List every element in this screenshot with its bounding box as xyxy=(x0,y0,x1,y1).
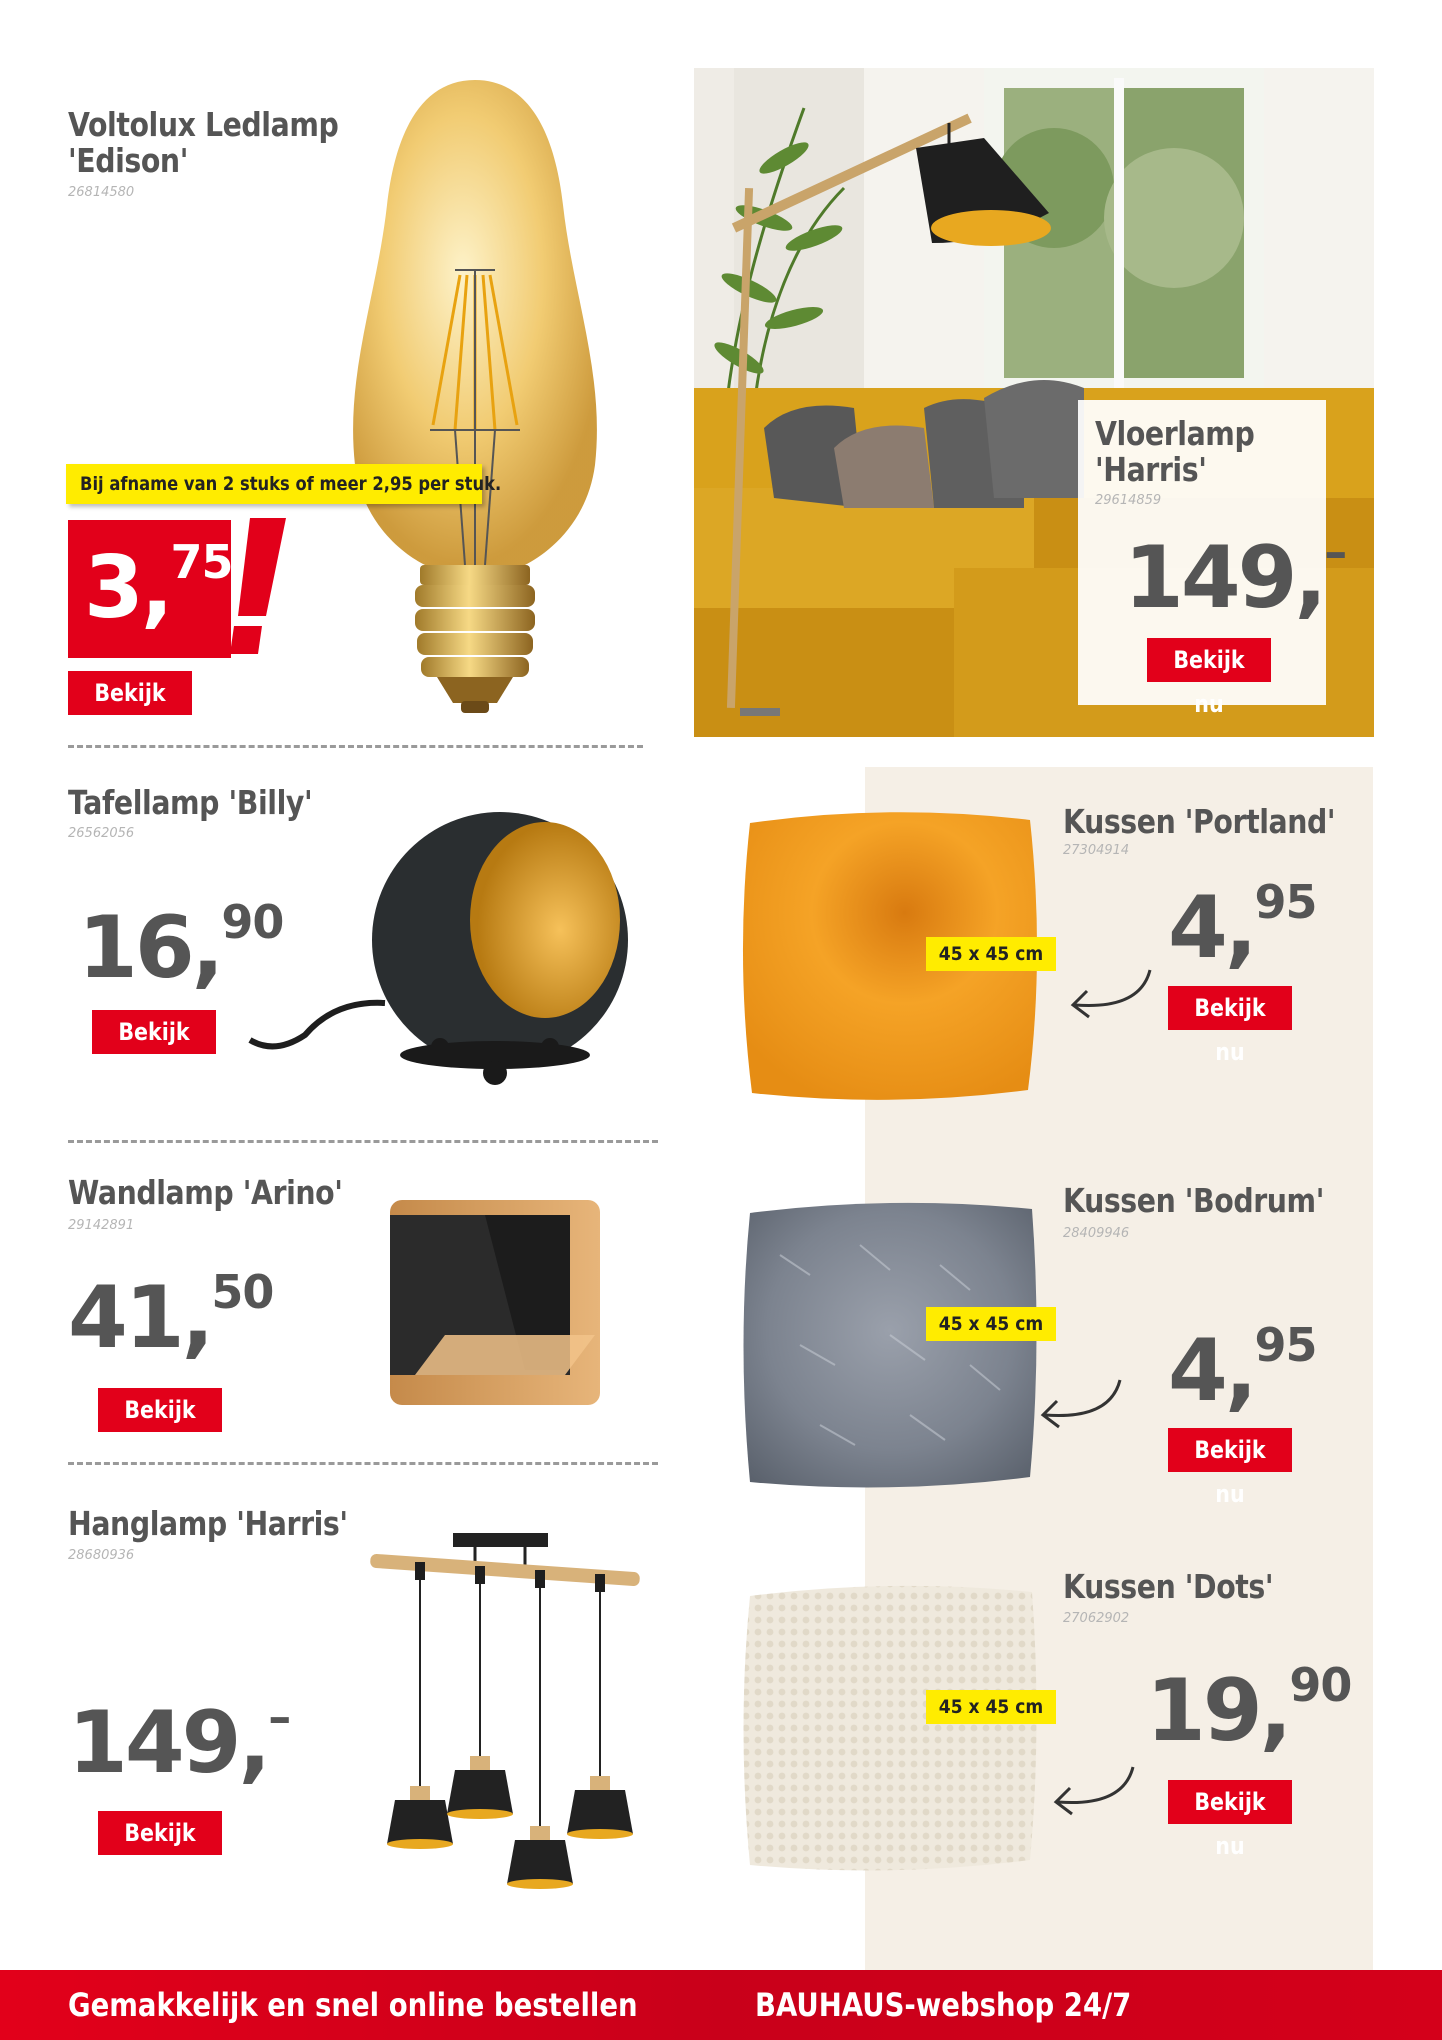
arrow-icon xyxy=(1048,1762,1138,1822)
bodrum-view-button[interactable]: Bekijk nu xyxy=(1168,1428,1292,1472)
hanglamp-image xyxy=(365,1528,645,1898)
arino-view-button[interactable]: Bekijk nu xyxy=(98,1388,222,1432)
footer-webshop-link[interactable]: BAUHAUS-webshop 24/7 xyxy=(755,1986,1132,2024)
billy-view-button[interactable]: Bekijk nu xyxy=(92,1010,216,1054)
portland-price: 4,95 xyxy=(1168,875,1317,978)
edison-price: 3,75 xyxy=(84,535,233,638)
hanglamp-view-button[interactable]: Bekijk nu xyxy=(98,1811,222,1855)
portland-size-tag: 45 x 45 cm xyxy=(926,937,1056,971)
edison-bulb-image xyxy=(325,75,625,715)
divider-3 xyxy=(68,1462,658,1465)
exclamation-icon xyxy=(230,518,286,660)
footer-left-text: Gemakkelijk en snel online bestellen xyxy=(68,1986,638,2024)
bodrum-sku: 28409946 xyxy=(1063,1226,1130,1241)
arrow-icon xyxy=(1065,965,1155,1025)
vloerlamp-price: 149,– xyxy=(1124,525,1347,628)
hanglamp-sku: 28680936 xyxy=(68,1548,135,1563)
hanglamp-price: 149,– xyxy=(68,1690,291,1793)
bodrum-size-tag: 45 x 45 cm xyxy=(926,1307,1056,1341)
bodrum-title: Kussen 'Bodrum' xyxy=(1063,1181,1324,1220)
billy-price: 16,90 xyxy=(78,895,284,998)
arino-title: Wandlamp 'Arino' xyxy=(68,1173,343,1212)
footer-bar xyxy=(0,1970,1442,2040)
dots-price: 19,90 xyxy=(1146,1658,1352,1761)
edison-view-button[interactable]: Bekijk nu xyxy=(68,671,192,715)
billy-lamp-image xyxy=(245,805,635,1090)
edison-title: Voltolux Ledlamp 'Edison' xyxy=(68,105,339,180)
arino-price: 41,50 xyxy=(68,1265,274,1368)
vloerlamp-view-button[interactable]: Bekijk nu xyxy=(1147,638,1271,682)
vloerlamp-sku: 29614859 xyxy=(1095,493,1162,508)
vloerlamp-title: Vloerlamp 'Harris' xyxy=(1095,414,1255,489)
portland-title: Kussen 'Portland' xyxy=(1063,802,1336,841)
portland-sku: 27304914 xyxy=(1063,843,1130,858)
edison-multibuy-banner: Bij afname van 2 stuks of meer 2,95 per stuk. xyxy=(66,464,482,504)
dots-cushion-image xyxy=(740,1578,1040,1873)
dots-size-tag: 45 x 45 cm xyxy=(926,1690,1056,1724)
divider-2 xyxy=(68,1140,658,1143)
arino-lamp-image xyxy=(385,1195,625,1415)
dots-sku: 27062902 xyxy=(1063,1611,1130,1626)
hanglamp-title: Hanglamp 'Harris' xyxy=(68,1504,348,1543)
arrow-icon xyxy=(1035,1375,1125,1435)
billy-sku: 26562056 xyxy=(68,826,135,841)
dots-view-button[interactable]: Bekijk nu xyxy=(1168,1780,1292,1824)
dots-title: Kussen 'Dots' xyxy=(1063,1567,1274,1606)
edison-sku: 26814580 xyxy=(68,185,135,200)
portland-view-button[interactable]: Bekijk nu xyxy=(1168,986,1292,1030)
bodrum-cushion-image xyxy=(740,1195,1040,1490)
bodrum-price: 4,95 xyxy=(1168,1318,1317,1421)
divider-1 xyxy=(68,745,643,748)
arino-sku: 29142891 xyxy=(68,1218,135,1233)
billy-title: Tafellamp 'Billy' xyxy=(68,783,313,822)
